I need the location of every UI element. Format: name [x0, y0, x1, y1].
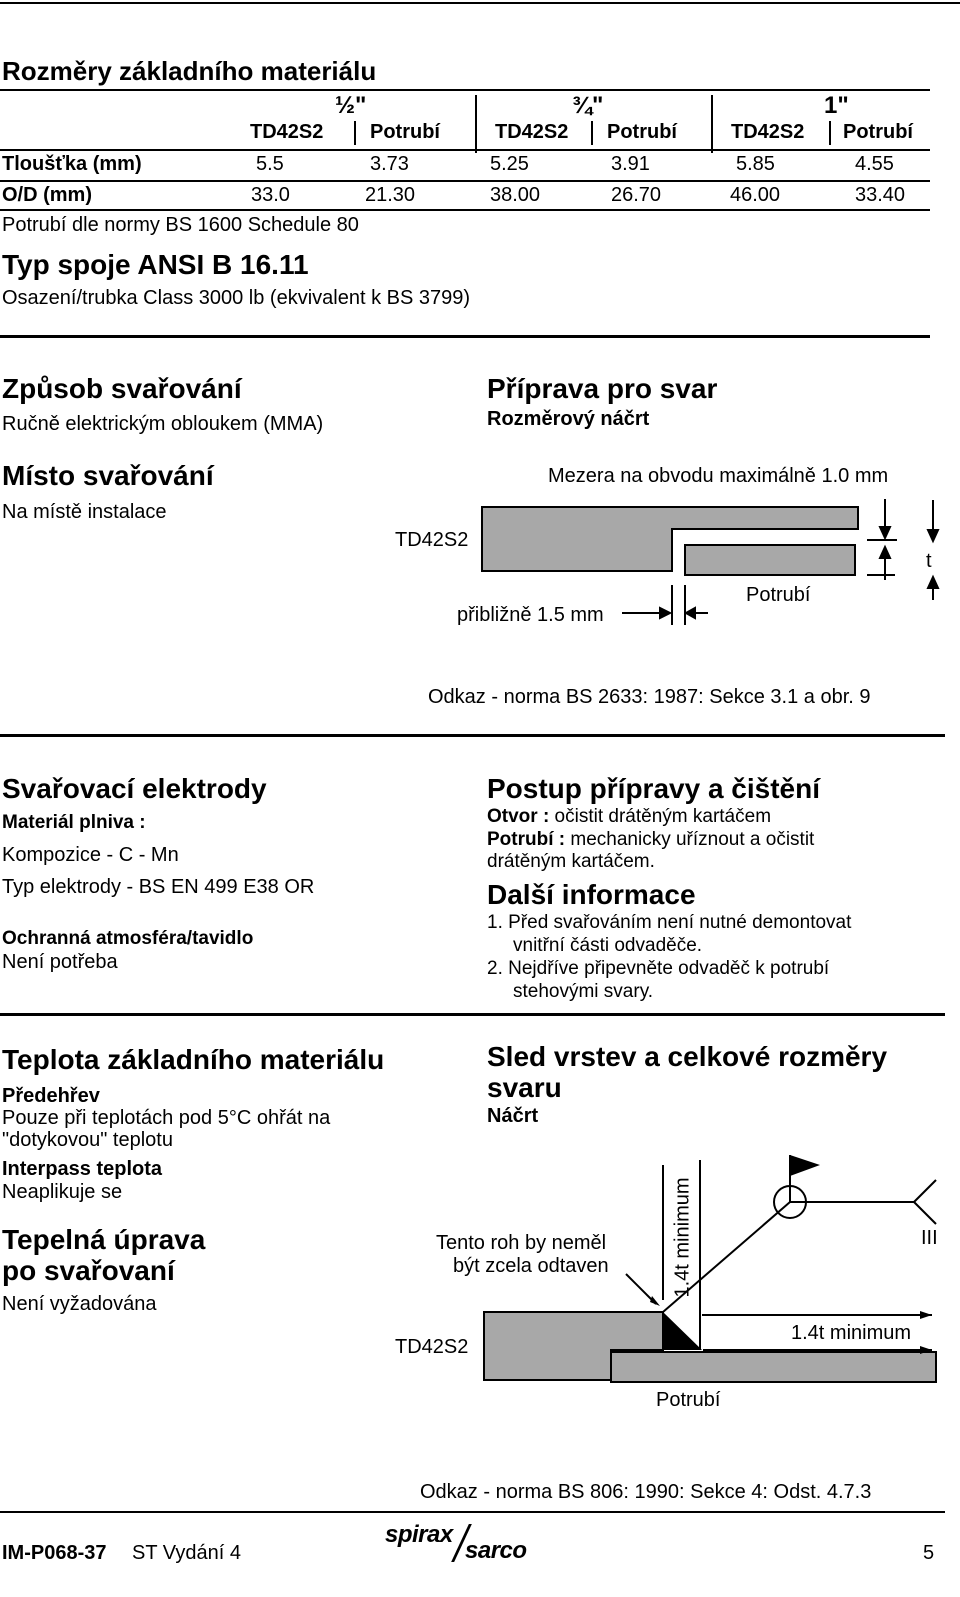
further-item1b: vnitřní části odvaděče. — [513, 935, 703, 956]
further-title: Další informace — [487, 879, 696, 910]
table-cell: 38.00 — [490, 184, 541, 206]
further-item2b: stehovými svary. — [513, 981, 654, 1002]
table-cell: 26.70 — [611, 184, 662, 206]
cleaning-title: Postup přípravy a čištění — [487, 773, 820, 804]
shield-text: Není potřeba — [2, 951, 118, 973]
col-header: TD42S2 — [495, 121, 569, 143]
section-rule — [0, 734, 945, 737]
corner-note1: Tento roh by neměl — [436, 1232, 607, 1254]
row-label-thickness: Tloušťka (mm) — [2, 153, 142, 175]
table-cell: 3.73 — [370, 153, 409, 175]
prep-reference: Odkaz - norma BS 2633: 1987: Sekce 3.1 a obr. 9 — [428, 686, 871, 708]
doc-id: IM-P068-37 — [2, 1542, 107, 1564]
horizontal-min-label: 1.4t minimum — [791, 1322, 912, 1344]
sequence-title2: svaru — [487, 1072, 562, 1103]
preparation-subtitle: Rozměrový náčrt — [487, 408, 650, 430]
cleaning-line2-text: mechanicky uříznout a očistit — [565, 829, 815, 850]
section-rule — [0, 1013, 945, 1016]
interpass-label: Interpass teplota — [2, 1158, 163, 1180]
size-one: 1" — [824, 92, 849, 119]
welding-method-text: Ručně elektrickým obloukem (MMA) — [2, 413, 324, 435]
vertical-min-label: 1.4t minimum — [671, 1177, 694, 1298]
heat-treatment-title1: Tepelná úprava — [2, 1224, 206, 1255]
seq-pipe-label: Potrubí — [656, 1389, 721, 1411]
gap-arrow-icon — [867, 499, 897, 580]
dimension-lines — [626, 1155, 936, 1350]
preparation-diagram — [0, 460, 960, 600]
t-arrow-icon — [928, 500, 938, 600]
approx-gap-arrow-icon — [622, 585, 708, 625]
title-rule — [0, 89, 930, 91]
preheat-text2: "dotykovou" teplotu — [2, 1129, 173, 1151]
joint-text: Osazení/trubka Class 3000 lb (ekvivalent k BS 3799) — [2, 287, 471, 309]
col-header: Potrubí — [843, 121, 913, 143]
sequence-diagram — [0, 1140, 960, 1380]
table-cell: 33.40 — [855, 184, 906, 206]
pipe-standard-note: Potrubí dle normy BS 1600 Schedule 80 — [2, 214, 359, 236]
preparation-title: Příprava pro svar — [487, 373, 718, 404]
col-sep — [829, 121, 831, 145]
electrode-type-text: Typ elektrody - BS EN 499 E38 OR — [2, 876, 315, 898]
welding-place-text: Na místě instalace — [2, 501, 167, 523]
group-divider-2 — [711, 95, 713, 153]
composition-text: Kompozice - C - Mn — [2, 844, 179, 866]
prep-pipe-label: Potrubí — [746, 584, 811, 606]
welding-method-title: Způsob svařování — [2, 373, 242, 404]
spirax-sarco-logo — [385, 1521, 555, 1565]
footer-rule — [0, 1511, 945, 1513]
table-cell: 5.25 — [490, 153, 529, 175]
welding-place-title: Místo svařování — [2, 460, 214, 491]
size-three-quarter: ¾" — [572, 92, 604, 119]
col-header: Potrubí — [607, 121, 677, 143]
further-item1a: 1. Před svařováním není nutné demontovat — [487, 912, 852, 933]
edition: ST Vydání 4 — [132, 1542, 241, 1564]
seq-pipe-shape — [611, 1352, 936, 1382]
cleaning-line1-text: očistit drátěným kartáčem — [549, 806, 772, 827]
cleaning-line1-label: Otvor : — [487, 806, 550, 827]
row-label-od: O/D (mm) — [2, 184, 92, 206]
sequence-title1: Sled vrstev a celkové rozměry — [487, 1041, 888, 1072]
further-item2a: 2. Nejdříve připevněte odvaděč k potrubí — [487, 958, 830, 979]
size-half: ½" — [335, 92, 367, 119]
page-number: 5 — [923, 1542, 935, 1564]
col-header: TD42S2 — [731, 121, 805, 143]
preheat-label: Předehřev — [2, 1085, 100, 1107]
cleaning-line3: drátěným kartáčem. — [487, 851, 655, 872]
site-weld-flag-icon — [790, 1155, 820, 1176]
cleaning-line2 — [487, 829, 814, 851]
shield-label: Ochranná atmosféra/tavidlo — [2, 928, 254, 949]
sequence-subtitle: Náčrt — [487, 1105, 539, 1127]
table-cell: 33.0 — [251, 184, 290, 206]
heat-treatment-title2: po svařovaní — [2, 1255, 175, 1286]
table-rule — [0, 180, 930, 182]
corner-note2: být zcela odtaven — [453, 1255, 609, 1277]
col-sep — [591, 121, 593, 145]
preheat-text1: Pouze při teplotách pod 5°C ohřát na — [2, 1107, 331, 1129]
col-header: TD42S2 — [250, 121, 324, 143]
cleaning-line2-label: Potrubí : — [487, 829, 566, 850]
electrodes-title: Svařovací elektrody — [2, 773, 267, 804]
top-rule — [0, 2, 960, 4]
prep-td-label: TD42S2 — [395, 529, 469, 551]
weld-fillet-shape — [663, 1312, 702, 1350]
sequence-reference: Odkaz - norma BS 806: 1990: Sekce 4: Odst. 4.7.3 — [420, 1481, 872, 1503]
table-cell: 46.00 — [730, 184, 781, 206]
gap-label: Mezera na obvodu maximálně 1.0 mm — [548, 465, 889, 487]
table-rule — [0, 209, 930, 211]
heat-treatment-text: Není vyžadována — [2, 1293, 157, 1315]
logo-bottom-text: sarco — [465, 1537, 527, 1564]
approx-label: přibližně 1.5 mm — [457, 604, 604, 626]
logo-top-text: spirax — [385, 1521, 453, 1548]
table-cell: 5.85 — [736, 153, 775, 175]
joint-title: Typ spoje ANSI B 16.11 — [2, 249, 309, 280]
base-temp-title: Teplota základního materiálu — [2, 1044, 385, 1075]
table-rule — [0, 149, 930, 151]
t-label: t — [926, 550, 932, 572]
table-cell: 3.91 — [611, 153, 650, 175]
pipe-shape — [685, 545, 855, 575]
table-cell: 21.30 — [365, 184, 416, 206]
section-rule — [0, 335, 930, 338]
table-cell: 4.55 — [855, 153, 894, 175]
weld-symbol: III — [921, 1227, 938, 1249]
base-material-title: Rozměry základního materiálu — [2, 56, 377, 86]
cleaning-line1 — [487, 806, 771, 828]
col-sep — [354, 121, 356, 145]
interpass-text: Neaplikuje se — [2, 1181, 123, 1203]
group-divider-1 — [475, 95, 477, 153]
filler-label: Materiál plniva : — [2, 812, 146, 833]
col-header: Potrubí — [370, 121, 440, 143]
table-cell: 5.5 — [256, 153, 284, 175]
seq-td-label: TD42S2 — [395, 1336, 469, 1358]
